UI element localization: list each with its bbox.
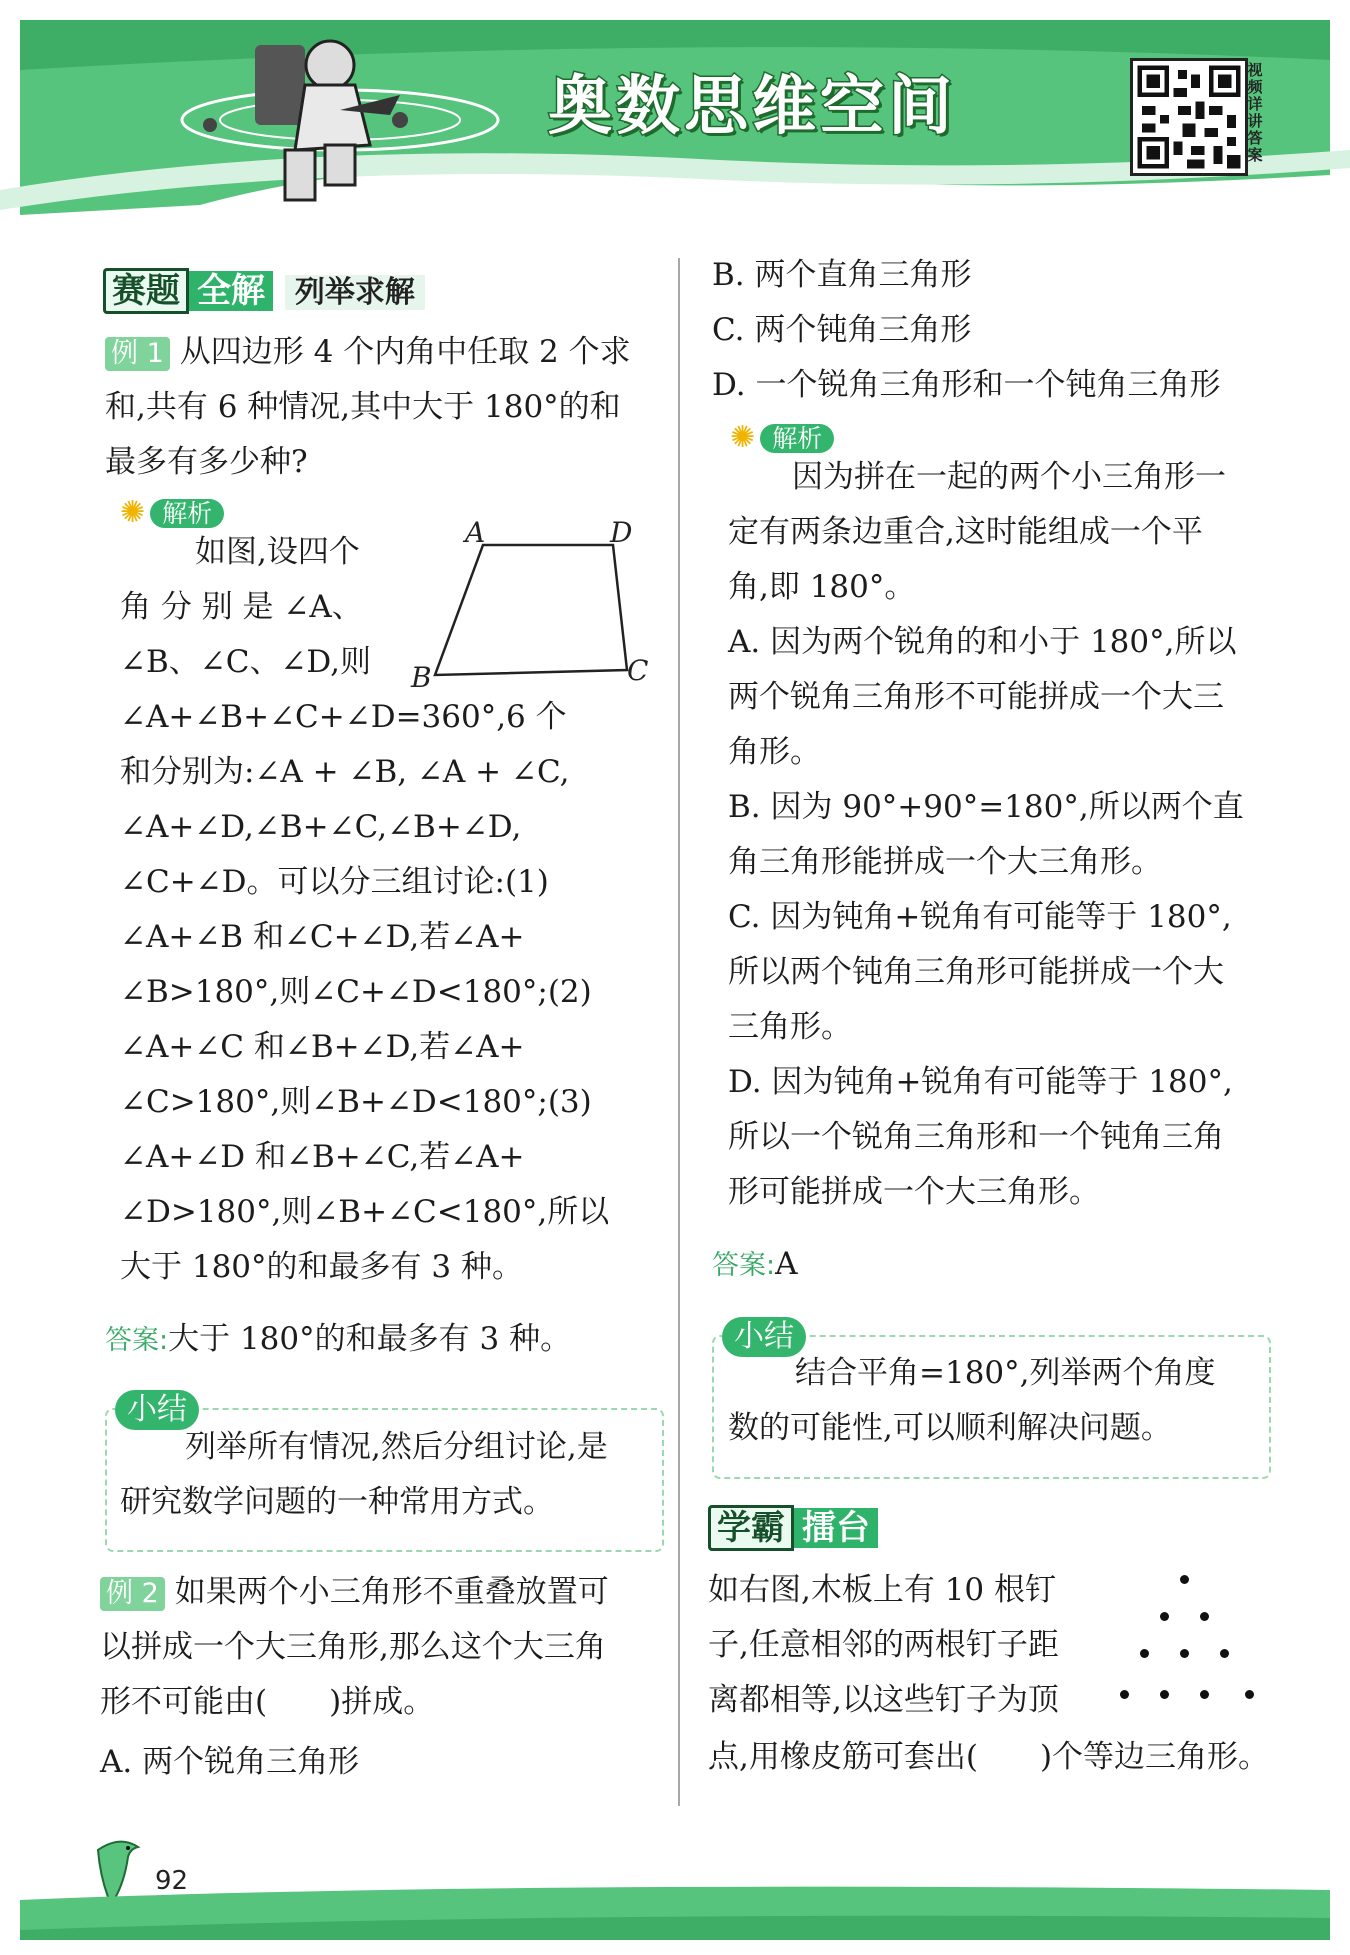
footer-band [0, 1880, 1350, 1955]
nail-dot [1245, 1690, 1254, 1699]
column-divider [678, 258, 680, 1806]
nail-dot [1160, 1690, 1169, 1699]
nail-dot [1180, 1575, 1189, 1584]
example2-answer: 答案:A [712, 1246, 798, 1282]
vertex-label-c: C [627, 654, 649, 687]
challenge-line3: 离都相等,以这些钉子为顶 [708, 1682, 1059, 1718]
challenge-line4: 点,用橡皮筋可套出( )个等边三角形。 [708, 1739, 1270, 1775]
ex2-sol-3: A. 因为两个锐角的和小于 180°,所以 [728, 624, 1237, 660]
ex2-sol-5: 角形。 [728, 734, 821, 770]
ex1-sol-0: 如图,设四个 [195, 534, 360, 570]
nail-dot [1220, 1649, 1229, 1658]
ex2-sol-11: D. 因为钝角+锐角有可能等于 180°, [728, 1064, 1233, 1100]
ex1-sol-3: ∠A+∠B+∠C+∠D=360°,6 个 [120, 699, 567, 735]
section-label-2: 全解 [189, 271, 273, 311]
summary1-line1: 列举所有情况,然后分组讨论,是 [185, 1429, 608, 1465]
section-label-3: 学霸 [708, 1505, 794, 1551]
ex2-sol-13: 形可能拼成一个大三角形。 [728, 1174, 1100, 1210]
ex1-sol-1: 角 分 别 是 ∠A、 [120, 589, 363, 625]
nail-dot [1120, 1690, 1129, 1699]
ex1-sol-2: ∠B、∠C、∠D,则 [120, 644, 372, 680]
challenge-line1: 如右图,木板上有 10 根钉 [708, 1572, 1057, 1608]
quadrilateral-figure [405, 515, 655, 690]
summary-label-2: 小结 [722, 1317, 806, 1357]
lightbulb-icon: ✺ [120, 495, 146, 530]
ex2-sol-10: 三角形。 [728, 1009, 852, 1045]
ex1-sol-7: ∠A+∠B 和∠C+∠D,若∠A+ [120, 919, 525, 955]
vertex-label-d: D [610, 516, 633, 549]
example2-option-d: D. 一个锐角三角形和一个钝角三角形 [712, 367, 1221, 403]
qr-code[interactable] [1130, 58, 1248, 176]
ex1-sol-11: ∠A+∠D 和∠B+∠C,若∠A+ [120, 1139, 525, 1175]
example1-line3: 最多有多少种? [105, 444, 308, 480]
ex2-sol-12: 所以一个锐角三角形和一个钝角三角 [728, 1119, 1224, 1155]
example1-line1: 例 1 从四边形 4 个内角中任取 2 个求 [105, 325, 631, 380]
example2-option-c: C. 两个钝角三角形 [712, 312, 972, 348]
summary2-line2: 数的可能性,可以顺利解决问题。 [728, 1410, 1172, 1446]
summary-label-1: 小结 [115, 1390, 199, 1430]
lightbulb-icon: ✺ [730, 420, 756, 455]
ex1-sol-9: ∠A+∠C 和∠B+∠D,若∠A+ [120, 1029, 525, 1065]
answer-label-2: 答案: [712, 1250, 776, 1281]
ex1-sol-13: 大于 180°的和最多有 3 种。 [120, 1249, 523, 1285]
ex1-sol-12: ∠D>180°,则∠B+∠C<180°,所以 [120, 1194, 610, 1230]
page-number: 92 [155, 1866, 189, 1896]
section-header-contest [103, 263, 425, 312]
example1-answer: 答案:大于 180°的和最多有 3 种。 [105, 1321, 572, 1357]
vertex-label-a: A [465, 516, 486, 549]
nail-dot [1160, 1612, 1169, 1621]
section-label-1: 赛题 [103, 268, 189, 314]
ex2-sol-9: 所以两个钝角三角形可能拼成一个大 [728, 954, 1224, 990]
ex2-sol-7: 角三角形能拼成一个大三角形。 [728, 844, 1162, 880]
example2-option-a: A. 两个锐角三角形 [100, 1744, 360, 1780]
vertex-label-b: B [411, 661, 432, 690]
ex1-sol-8: ∠B>180°,则∠C+∠D<180°;(2) [120, 974, 592, 1010]
answer-label-1: 答案: [105, 1325, 169, 1356]
summary2-line1: 结合平角=180°,列举两个角度 [795, 1355, 1216, 1391]
challenge-line2: 子,任意相邻的两根钉子距 [708, 1627, 1059, 1663]
analysis-label-1: ✺ 解析 [120, 495, 224, 531]
summary1-line2: 研究数学问题的一种常用方式。 [120, 1484, 554, 1520]
ex2-sol-2: 角,即 180°。 [728, 569, 916, 605]
example2-line2: 以拼成一个大三角形,那么这个大三角 [100, 1629, 606, 1665]
ex2-sol-1: 定有两条边重合,这时能组成一个平 [728, 514, 1203, 550]
nail-dot [1180, 1649, 1189, 1658]
example2-line3: 形不可能由( )拼成。 [100, 1684, 435, 1720]
section-label-4: 擂台 [794, 1508, 878, 1548]
ex1-sol-6: ∠C+∠D。可以分三组讨论:(1) [120, 864, 549, 900]
nail-dot [1200, 1690, 1209, 1699]
ex2-sol-6: B. 因为 90°+90°=180°,所以两个直 [728, 789, 1244, 825]
page-title: 奥数思维空间 [548, 70, 956, 144]
section-subtitle: 列举求解 [285, 275, 425, 310]
example2-tag: 例 2 [100, 1577, 165, 1611]
example1-line2: 和,共有 6 种情况,其中大于 180°的和 [105, 389, 621, 425]
example2-line1: 例 2 如果两个小三角形不重叠放置可 [100, 1565, 609, 1620]
ex2-sol-4: 两个锐角三角形不可能拼成一个大三 [728, 679, 1224, 715]
astronaut-illustration [175, 25, 505, 215]
ex1-sol-4: 和分别为:∠A + ∠B, ∠A + ∠C, [120, 754, 570, 790]
ex1-sol-5: ∠A+∠D,∠B+∠C,∠B+∠D, [120, 809, 522, 845]
section-header-challenge [708, 1500, 878, 1549]
nail-dot [1200, 1612, 1209, 1621]
ex2-sol-0: 因为拼在一起的两个小三角形一 [792, 459, 1226, 495]
qr-label: 视频详讲答案 [1247, 61, 1263, 164]
example2-option-b: B. 两个直角三角形 [712, 257, 972, 293]
example1-tag: 例 1 [105, 337, 170, 371]
ex1-sol-10: ∠C>180°,则∠B+∠D<180°;(3) [120, 1084, 592, 1120]
analysis-label-2: ✺ 解析 [730, 420, 834, 456]
ex2-sol-8: C. 因为钝角+锐角有可能等于 180°, [728, 899, 1232, 935]
nail-dot [1140, 1649, 1149, 1658]
